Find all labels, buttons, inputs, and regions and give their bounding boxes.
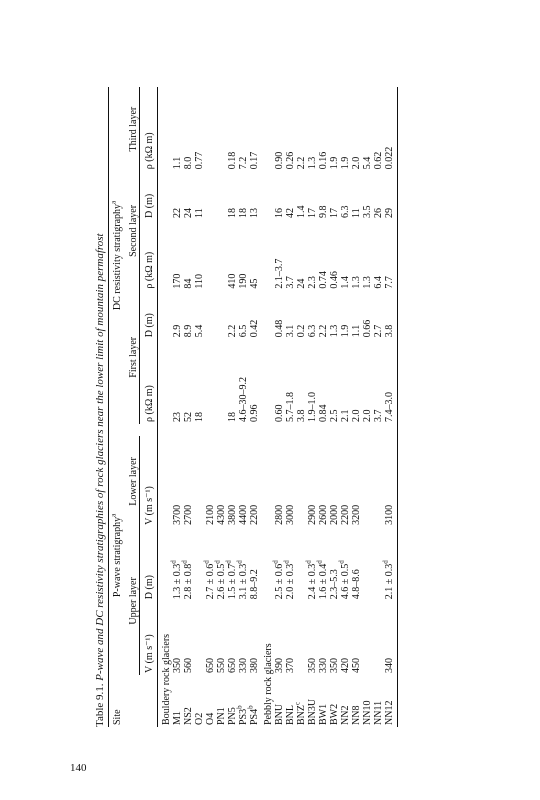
rho-third-cell: 2.2 (296, 156, 307, 170)
v-lower-cell: 2600 (318, 504, 329, 525)
table-row (307, 87, 318, 727)
d-upper-cell: 2.7 ± 0.6$^d$ (202, 560, 216, 600)
rho-first-cell: 3.7 (373, 409, 384, 422)
rho-second-cell: 2.3 (307, 276, 318, 289)
v-lower-cell: 2900 (307, 504, 318, 525)
rho-first-cell: 2.0 (351, 409, 362, 422)
table-row (318, 87, 329, 727)
d-second-cell (216, 171, 227, 220)
table-row (227, 87, 238, 727)
d-second-cell: 11 (351, 208, 362, 218)
d-upper-cell: 1.3 ± 0.3$^d$ (169, 560, 183, 600)
d-first-cell: 1.3 (329, 324, 340, 338)
d-first-cell: 8.9 (183, 324, 194, 338)
site-cell: NN8 (351, 705, 362, 725)
site-cell: NN2 (340, 705, 351, 725)
table-row (194, 87, 205, 727)
d-first-cell: 6.3 (307, 324, 318, 338)
v-upper-cell: 370 (285, 657, 296, 673)
table-row (296, 87, 307, 727)
table-row (384, 87, 395, 727)
rho-first-cell: 0.96 (249, 404, 260, 422)
site-cell: BNZ$^c$ (293, 701, 307, 725)
d-upper-cell: 4.8–8.6 (351, 569, 362, 600)
v-lower-cell: 2100 (205, 504, 216, 525)
d-second-cell: 18 (238, 207, 249, 218)
v-upper-cell: 380 (249, 657, 260, 673)
site-cell: NS2 (183, 707, 194, 725)
v-lower-cell: 3200 (351, 504, 362, 525)
d-second-cell: 26 (373, 207, 384, 218)
d-first-header: D (m) (144, 313, 155, 338)
rho-first-cell: 0.84 (318, 404, 329, 422)
table-row (238, 87, 249, 727)
d-first-cell: 0.66 (362, 319, 373, 338)
rho-first-cell: 52 (183, 411, 194, 422)
site-cell: PS3$^b$ (235, 705, 249, 725)
d-upper-header: D (m) (144, 575, 155, 600)
rho-third-cell: 1.9 (340, 156, 351, 170)
v-upper-cell: 550 (216, 657, 227, 673)
rho-second-cell: 110 (194, 273, 205, 289)
v-upper-cell (194, 601, 205, 675)
rho-first-cell (216, 339, 227, 424)
rho-first-cell: 0.60 (274, 404, 285, 422)
dc-group-header: DC resistivity stratigraphy$^a$ (109, 200, 123, 311)
rho-second-cell: 1.3 (362, 276, 373, 289)
d-second-cell: 16 (274, 207, 285, 218)
d-second-cell: 11 (194, 208, 205, 218)
site-cell: NN10 (362, 700, 373, 725)
d-upper-cell: 2.8 ± 0.8$^d$ (180, 560, 194, 600)
site-cell: PS4$^b$ (246, 705, 260, 725)
site-cell: PN1 (216, 707, 227, 725)
site-cell: BN3U (307, 698, 318, 725)
rho-first-cell (205, 339, 216, 424)
v-upper-cell: 390 (274, 657, 285, 673)
d-upper-cell: 1.6 ± 0.4$^d$ (315, 560, 329, 600)
v-upper-cell (373, 601, 384, 675)
d-second-cell: 3.5 (362, 205, 373, 218)
rho-first-cell: 1.9–1.0 (307, 391, 318, 422)
d-first-cell: 0.2 (296, 324, 307, 338)
v-upper-cell: 650 (205, 657, 216, 673)
rho-third-cell: 1.1 (172, 156, 183, 170)
v-lower-cell: 2700 (183, 504, 194, 525)
rho-third-cell: 7.2 (238, 156, 249, 170)
rho-second-cell: 84 (183, 278, 194, 289)
first-layer-header: First layer (123, 291, 140, 424)
site-cell: BNL (285, 705, 296, 725)
rotated-table-block (36, 0, 540, 745)
d-upper-cell (194, 527, 205, 601)
rho-second-cell: 190 (238, 273, 249, 289)
d-second-cell: 1.4 (296, 205, 307, 218)
d-upper-cell: 2.0 ± 0.3$^d$ (282, 560, 296, 600)
rho-second-cell: 1.3 (351, 276, 362, 289)
rho-third-cell: 0.022 (384, 146, 395, 170)
v-lower-cell (194, 436, 205, 527)
rho-third-cell: 0.77 (194, 151, 205, 170)
d-second-cell: 6.3 (340, 205, 351, 218)
rho-second-cell: 3.7 (285, 276, 296, 289)
site-cell: BNU (274, 703, 285, 725)
site-cell: NN11 (373, 700, 384, 725)
table-body (158, 87, 398, 727)
v-lower-cell: 4300 (216, 504, 227, 525)
third-layer-header: Third layer (123, 87, 140, 171)
v-upper-cell: 330 (238, 657, 249, 673)
site-cell: PN5 (227, 707, 238, 725)
rho-second-cell: 2.1–3.7 (274, 258, 285, 289)
v-upper-cell: 350 (307, 657, 318, 673)
rho-first-cell: 18 (194, 411, 205, 422)
table-row (216, 87, 227, 727)
rho-third-cell: 0.17 (249, 151, 260, 170)
section-title: Bouldery rock glaciers (161, 633, 172, 725)
rho-first-cell: 18 (227, 411, 238, 422)
rho-second-cell: 170 (172, 273, 183, 289)
v-upper-cell: 350 (172, 657, 183, 673)
rho-third-cell: 1.9 (329, 156, 340, 170)
rho-third-cell: 1.3 (307, 156, 318, 170)
site-cell: O4 (205, 712, 216, 725)
site-cell: BW1 (318, 703, 329, 725)
v-lower-cell: 3100 (384, 504, 395, 525)
section-heading-row (158, 87, 173, 727)
d-first-cell: 3.8 (384, 324, 395, 338)
d-upper-cell: 2.1 ± 0.3$^d$ (381, 560, 395, 600)
rho-second-cell: 0.74 (318, 271, 329, 289)
rho-second-cell: 410 (227, 273, 238, 289)
data-table (108, 87, 398, 727)
rho-third-cell: 0.18 (227, 151, 238, 170)
v-lower-header: V (m s⁻¹) (144, 486, 155, 525)
site-cell: NN12 (384, 700, 395, 725)
table-row (329, 87, 340, 727)
rho-third-cell: 2.0 (351, 156, 362, 170)
v-lower-cell: 3800 (227, 504, 238, 525)
section-title: Pebbly rock glaciers (263, 643, 274, 725)
d-second-cell: 17 (307, 207, 318, 218)
v-upper-cell (296, 601, 307, 675)
table-row (205, 87, 216, 727)
site-cell: O2 (194, 712, 205, 725)
v-lower-cell: 2000 (329, 504, 340, 525)
v-upper-cell: 350 (329, 657, 340, 673)
d-first-cell: 3.1 (285, 324, 296, 338)
site-cell: M1 (172, 711, 183, 725)
table-row (274, 87, 285, 727)
rho-second-cell: 7.7 (384, 276, 395, 289)
d-upper-cell (373, 527, 384, 601)
v-upper-cell: 650 (227, 657, 238, 673)
v-upper-cell: 330 (318, 657, 329, 673)
v-lower-cell: 2800 (274, 504, 285, 525)
table-row (362, 87, 373, 727)
d-second-cell: 29 (384, 207, 395, 218)
d-first-cell: 2.2 (227, 324, 238, 338)
rho-first-cell: 2.1 (340, 409, 351, 422)
site-header: Site (112, 709, 123, 725)
d-second-cell: 24 (183, 207, 194, 218)
rho-second-cell (205, 220, 216, 291)
rho-first-cell: 3.8 (296, 409, 307, 422)
v-upper-header: V (m s⁻¹) (144, 634, 155, 673)
caption-label: Table 9.1. (94, 683, 106, 727)
rho-first-cell: 2.5 (329, 409, 340, 422)
rho-first-cell: 2.0 (362, 409, 373, 422)
rho-first-cell: 7.4–3.0 (384, 391, 395, 422)
v-lower-cell: 3000 (285, 504, 296, 525)
rho-second-cell: 0.46 (329, 271, 340, 289)
d-second-cell: 42 (285, 207, 296, 218)
d-first-cell: 2.9 (172, 324, 183, 338)
v-lower-cell (373, 436, 384, 527)
d-first-cell: 0.48 (274, 319, 285, 338)
rho-third-cell (216, 87, 227, 171)
d-upper-cell: 2.6 ± 0.5$^d$ (213, 560, 227, 600)
rho-second-cell: 24 (296, 278, 307, 289)
d-upper-cell: 8.8–9.2 (249, 569, 260, 600)
table-row (351, 87, 362, 727)
table-caption (94, 233, 106, 727)
rho-second-cell: 1.4 (340, 276, 351, 289)
d-upper-cell (296, 527, 307, 601)
v-upper-cell: 450 (351, 657, 362, 673)
d-upper-cell: 3.1 ± 0.3$^d$ (235, 560, 249, 600)
d-upper-cell (362, 527, 373, 601)
second-layer-header: Second layer (123, 171, 140, 290)
v-lower-cell (362, 436, 373, 527)
d-upper-cell: 1.5 ± 0.7$^d$ (224, 560, 238, 600)
v-lower-cell: 4400 (238, 504, 249, 525)
site-cell: BW2 (329, 703, 340, 725)
v-lower-cell: 3700 (172, 504, 183, 525)
lower-layer-header: Lower layer (123, 436, 140, 527)
d-second-cell: 18 (227, 207, 238, 218)
d-first-cell: 6.5 (238, 324, 249, 338)
rho-second-header: ρ (kΩ m) (144, 251, 155, 289)
d-second-cell: 9.8 (318, 205, 329, 218)
d-first-cell: 1.1 (351, 324, 362, 338)
table-row (373, 87, 384, 727)
rho-third-cell (205, 87, 216, 171)
d-first-cell: 1.9 (340, 324, 351, 338)
v-lower-cell: 2200 (340, 504, 351, 525)
d-first-cell (216, 291, 227, 340)
v-lower-cell (296, 436, 307, 527)
table-row (183, 87, 194, 727)
d-second-cell: 17 (329, 207, 340, 218)
rho-second-cell: 45 (249, 278, 260, 289)
pwave-group-header: P-wave stratigraphy$^a$ (109, 513, 123, 598)
upper-layer-header: Upper layer (123, 527, 140, 675)
rho-third-header: ρ (kΩ m) (144, 132, 155, 170)
rho-first-cell: 4.6–30–9.2 (238, 376, 249, 422)
rho-second-cell: 6.4 (373, 276, 384, 289)
d-first-cell: 2.2 (318, 324, 329, 338)
d-second-cell (205, 171, 216, 220)
table-row (285, 87, 296, 727)
d-upper-cell: 2.4 ± 0.3$^d$ (304, 560, 318, 600)
section-heading-row (260, 87, 274, 727)
v-lower-cell: 2200 (249, 504, 260, 525)
page-number: 140 (70, 762, 87, 774)
rho-third-cell: 5.4 (362, 156, 373, 170)
v-upper-cell (362, 601, 373, 675)
rho-third-cell: 0.26 (285, 151, 296, 170)
d-upper-cell: 4.6 ± 0.5$^d$ (337, 560, 351, 600)
table-row (340, 87, 351, 727)
rho-third-cell: 0.90 (274, 151, 285, 170)
rho-third-cell: 0.16 (318, 151, 329, 170)
d-second-header: D (m) (144, 193, 155, 218)
d-first-cell: 5.4 (194, 324, 205, 338)
d-second-cell: 22 (172, 207, 183, 218)
rho-first-cell: 5.7–1.8 (285, 391, 296, 422)
d-second-cell: 13 (249, 207, 260, 218)
d-upper-cell: 2.3–5.3 (329, 569, 340, 600)
rho-first-header: ρ (kΩ m) (144, 385, 155, 422)
v-upper-cell: 560 (183, 657, 194, 673)
rho-third-cell: 0.62 (373, 151, 384, 170)
v-upper-cell: 420 (340, 657, 351, 673)
rho-first-cell: 23 (172, 411, 183, 422)
d-first-cell: 0.42 (249, 319, 260, 338)
v-upper-cell: 340 (384, 657, 395, 673)
rho-third-cell: 8.0 (183, 156, 194, 170)
table-row (249, 87, 260, 727)
table-row (172, 87, 183, 727)
rho-second-cell (216, 220, 227, 291)
d-upper-cell: 2.5 ± 0.6$^d$ (271, 560, 285, 600)
caption-text: P-wave and DC resistivity stratigraphies of rock glaciers near the lower limit of mountain permafrost (94, 233, 106, 681)
d-first-cell (205, 291, 216, 340)
d-first-cell: 2.7 (373, 324, 384, 338)
